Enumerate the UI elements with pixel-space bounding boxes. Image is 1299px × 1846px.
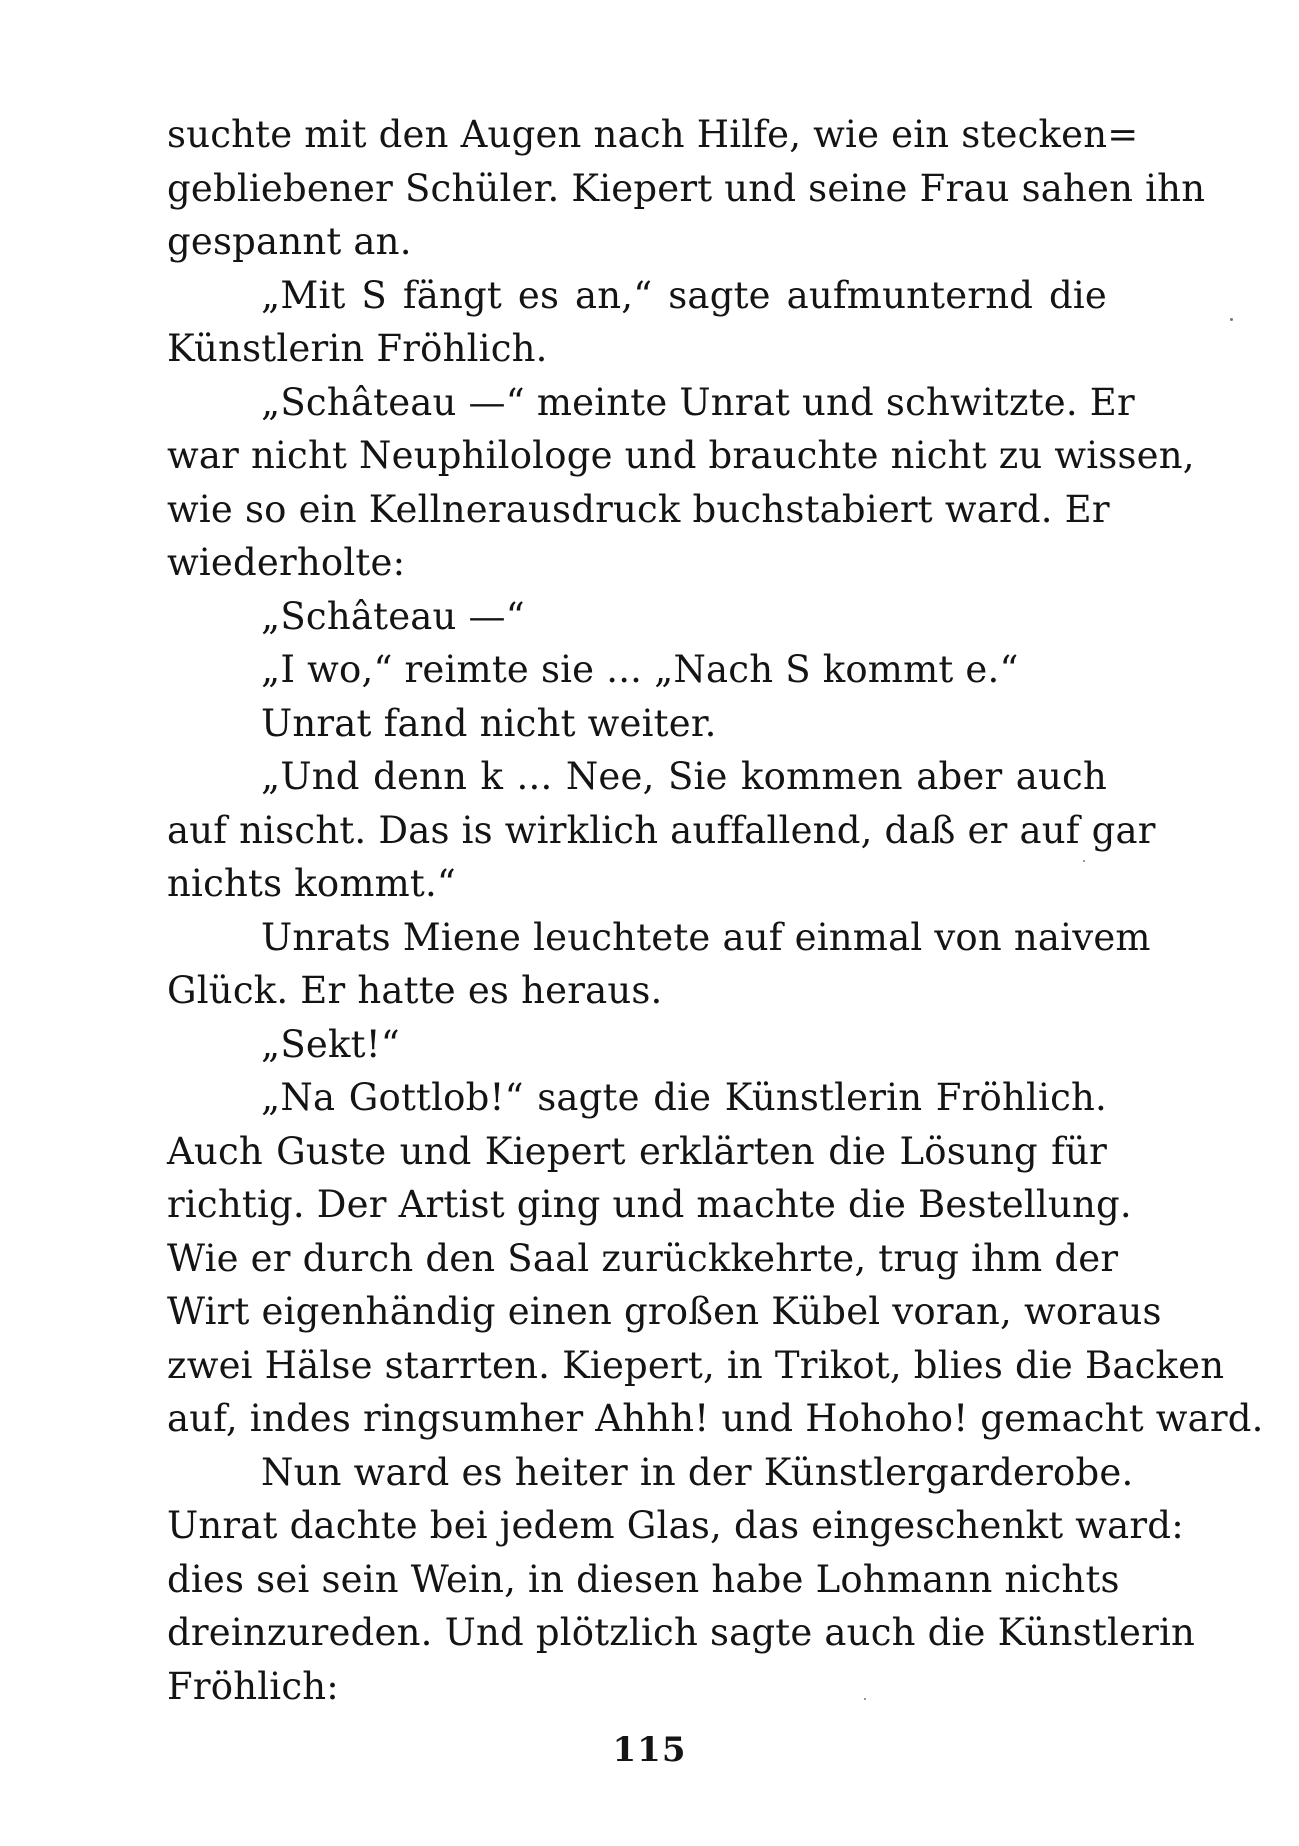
text-line: Wie er durch den Saal zurückkehrte, trug ihm der <box>167 1236 1119 1280</box>
paper-speck <box>1230 318 1233 321</box>
text-line: Unrats Miene leuchtete auf einmal von naivem <box>261 915 1151 959</box>
text-line: „I wo,“ reimte sie ... „Nach S kommt e.“ <box>261 648 1019 691</box>
text-line: wie so ein Kellnerausdruck buchstabiert ward. Er <box>167 487 1110 531</box>
text-line: zwei Hälse starrten. Kiepert, in Trikot, blies die Backen <box>167 1343 1225 1387</box>
paper-speck <box>1083 860 1085 862</box>
body-text <box>167 108 1264 1713</box>
text-line: Nun ward es heiter in der Künstlergarderobe. <box>261 1450 1134 1494</box>
text-line: dreinzureden. Und plötzlich sagte auch die Künstlerin <box>167 1611 1196 1654</box>
text-line: Wirt eigenhändig einen großen Kübel voran, woraus <box>167 1290 1162 1333</box>
page-number: 115 <box>612 1730 687 1770</box>
text-line: „Sekt!“ <box>261 1022 400 1066</box>
text-line: Unrat dachte bei jedem Glas, das eingeschenkt ward: <box>167 1504 1184 1547</box>
text-line: suchte mit den Augen nach Hilfe, wie ein stecken= <box>167 113 1139 156</box>
text-line: Glück. Er hatte es heraus. <box>167 969 663 1012</box>
text-line: „Schâteau —“ meinte Unrat und schwitzte. Er <box>261 380 1135 424</box>
text-line: „Schâteau —“ <box>261 594 525 638</box>
text-line: war nicht Neuphilologe und brauchte nicht zu wissen, <box>167 434 1195 477</box>
text-line: „Na Gottlob!“ sagte die Künstlerin Fröhlich. <box>261 1076 1107 1119</box>
text-line: „Mit S fängt es an,“ sagte aufmunternd die <box>261 273 1107 317</box>
paper-speck <box>864 1698 866 1700</box>
text-line: Künstlerin Fröhlich. <box>167 327 548 370</box>
text-line: gebliebener Schüler. Kiepert und seine Frau sahen ihn <box>167 166 1206 210</box>
text-line: Auch Guste und Kiepert erklärten die Lösung für <box>167 1129 1107 1173</box>
text-line: nichts kommt.“ <box>167 862 457 905</box>
text-line: auf nischt. Das is wirklich auffallend, daß er auf gar <box>167 808 1156 852</box>
text-line: „Und denn k ... Nee, Sie kommen aber auch <box>261 755 1107 798</box>
text-line: richtig. Der Artist ging und machte die Bestellung. <box>167 1183 1132 1226</box>
text-line: auf, indes ringsumher Ahhh! und Hohoho! gemacht ward. <box>167 1397 1264 1440</box>
text-line: dies sei sein Wein, in diesen habe Lohmann nichts <box>167 1557 1120 1601</box>
text-line: Fröhlich: <box>167 1664 339 1708</box>
text-line: wiederholte: <box>167 541 406 584</box>
text-line: gespannt an. <box>167 220 412 263</box>
text-line: Unrat fand nicht weiter. <box>261 701 717 745</box>
